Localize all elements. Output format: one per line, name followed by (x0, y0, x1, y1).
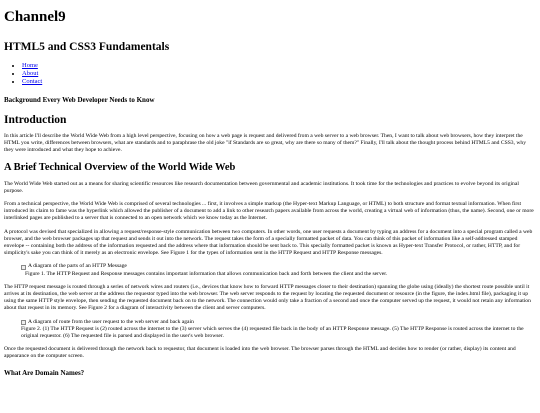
figure-1 (21, 263, 536, 277)
figure-2 (21, 319, 536, 341)
nav-link-home[interactable]: Home (22, 62, 38, 69)
nav-link-about[interactable]: About (22, 70, 39, 77)
broken-image-icon (21, 265, 26, 270)
paragraph: A protocol was devised that specialized in allowing a request/response-style communication between two computers. In other words, one user requests a document by typing an address for a document into a special program called a web browser, and the web browser packages up that request and sends it out into the network. The request takes the form of a specially formatted packet of data. You can think of this packet of information like a self-addressed stamped envelope -- containing both the address of the information requested and the address where that information should be sent back to. This specially formatted packet is known as Hyper-text Transfer Protocol, or rather, HTTP, and for simplicity's sake you can think of it merely as an electronic envelope. See Figure 1 for the types of information sent in the HTTP Request and HTTP Response messages. (4, 228, 533, 257)
nav-link-contact[interactable]: Contact (22, 78, 43, 85)
paragraph: Once the requested document is delivered through the network back to requestor, that document is loaded into the web browser. The browser parses through the HTML and decides how to render (or rather, display) its content and appearance on the computer screen. (4, 346, 516, 360)
nav-item-about (22, 70, 536, 78)
intro-heading: Introduction (4, 114, 67, 126)
nav-item-home (22, 62, 536, 70)
figure-2-alt-text: A diagram of route from the user request to the web server and back again (28, 318, 194, 325)
figure-1-alt-text: A diagram of the parts of an HTTP Message (28, 263, 127, 270)
figure-1-caption: Figure 1. The HTTP Request and Response messages contains important information that allows communication back and forth between the client and the server. (25, 270, 388, 277)
figure-2-caption: Figure 2. (1) The HTTP Request is (2) routed across the internet to the (3) server which serves the (4) requested file back in the body of an HTTP Response message. (5) The HTTP Response is routed across the internet to the original requestor. (6) The requested file is parsed and displayed in the user's web browser. (21, 325, 524, 340)
intro-paragraph: In this article I'll describe the World Wide Web from a high level perspective, focusing on how a web page is request and delivered from a web server to a web browser. Then, I want to talk about web browsers, how they interpret the HTML you write, differences between browsers, what are standards and to paraphrase the old joke "if Standards are so great, why are there so many of them?" Finally, I'll talk about the thought process behind HTML5 and CSS3, why they were introduced and what they hope to achieve. (4, 133, 527, 154)
figure-1-image (21, 263, 536, 270)
broken-image-icon (21, 320, 26, 325)
paragraph: The HTTP request message is routed through a series of network wires and routers (i.e., devices that know how to forward HTTP messages closer to their destination) spanning the globe using (ideally) the shortest route possible until it arrives at its destination, the web server at the address the requestor typed into the web browser. The web server responds to the request by locating the requested document or resource (in the figure, the index.html file), packaging it up using the same HTTP style envelope, then sending the requested document back on to the network. The connection would only take a fraction of a second and once the computer served up the request, it would not retain any information about that request in its memory. See Figure 2 for a diagram of interactivity between the client and server computers. (4, 283, 531, 312)
nav-item-contact (22, 78, 536, 86)
site-title: Channel9 (4, 9, 66, 25)
article-tagline: Background Every Web Developer Needs to Know (4, 96, 155, 104)
figure-2-image (21, 319, 536, 326)
domain-names-heading: What Are Domain Names? (4, 368, 85, 377)
paragraph: The World Wide Web started out as a means for sharing scientific resources like research documentation between governmental and academic institutions. It took time for the technologies and practices to evolve beyond its original purpose. (4, 180, 519, 194)
page (0, 8, 540, 378)
nav-menu (4, 62, 536, 86)
paragraph: From a technical perspective, the World Wide Web is comprised of several technologies ... first, it involves a simple markup (the Hyper-text Markup Language, or HTML) to both structure and format textual information. When first introduced its claim to fame was the hyperlink which allowed the publisher of a document to add a link to other research papers available from across the world, creating a virtual web of information (thus, the name). Second, one or more interlinked pages are published to a server that is connected to an open network which we know today as the Internet. (4, 201, 534, 222)
overview-heading: A Brief Technical Overview of the World Wide Web (4, 161, 236, 173)
site-subtitle: HTML5 and CSS3 Fundamentals (4, 41, 170, 53)
